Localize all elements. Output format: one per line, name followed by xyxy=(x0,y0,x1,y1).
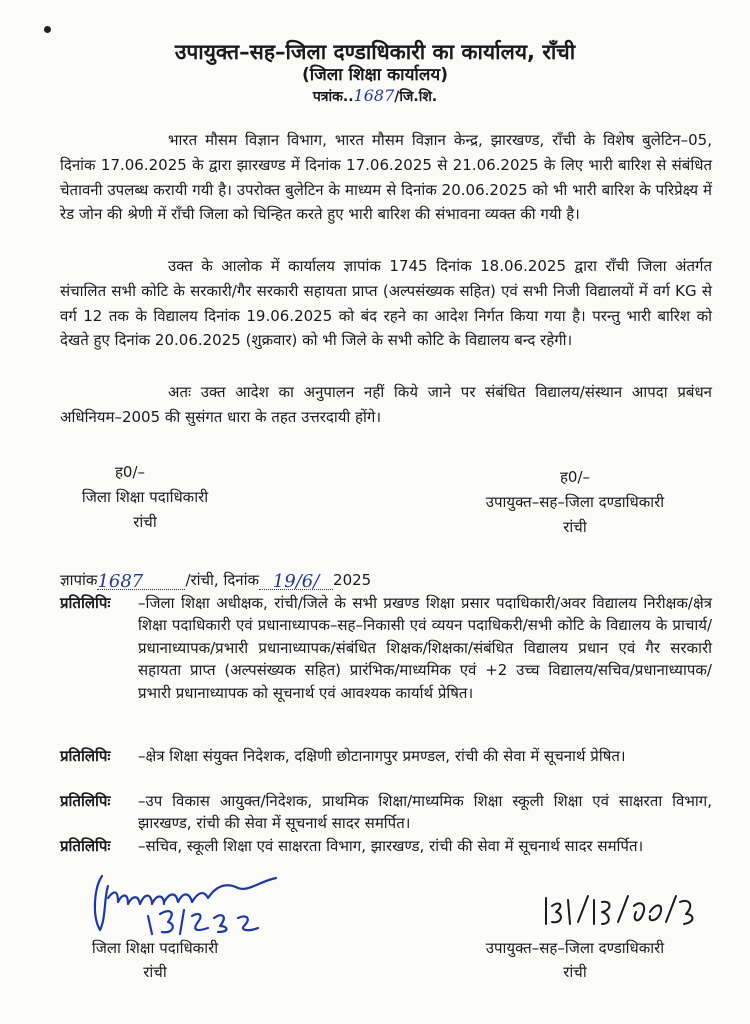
signatory-place: रांची xyxy=(133,513,157,531)
top-left-signature-block xyxy=(60,460,230,535)
ink-dot xyxy=(44,26,51,33)
memo-year: 2025 xyxy=(333,571,372,589)
signatory-place: रांची xyxy=(143,963,167,981)
copy-label: प्रतिलिपिः xyxy=(60,747,111,765)
top-right-signature-block xyxy=(440,465,710,540)
bottom-right-signatory xyxy=(440,936,710,984)
copy-label: प्रतिलिपिः xyxy=(60,792,111,810)
copy-label: प्रतिलिपिः xyxy=(60,594,111,612)
signatory-place: रांची xyxy=(563,963,587,981)
signatory-place: रांची xyxy=(563,518,587,536)
letter-number: पत्रांक..1687/जि.शि. xyxy=(312,86,438,105)
copy-text: –जिला शिक्षा अधीक्षक, रांची/जिले के सभी प्रखण्ड शिक्षा प्रसार पदाधिकारी/अवर विद्यालय निरीक्षक/क्षेत्र शिक्षा पदाधिकारी एवं प्रधानाध्यापक–सह–निकासी एवं व्ययन पदाधिकरी/सभी कोटि के विद्यालय के प्राचार्य/प्रधानाध्यापक/प्रभारी प्रधानाध्यापक/संबंधित शिक्षक/शिक्षका/संबंधित विद्यालय प्रधान एवं गैर सरकारी सहायता प्राप्त (अल्पसंख्यक सहित) प्रारंभिक/माध्यमिक एवं +2 उच्च विद्यालय/सचिव/प्रधानाध्यापक/प्रभारी प्रधानाध्यापक को सूचनार्थ एवं आवश्यक कार्यार्थ प्रेषित। xyxy=(138,594,712,702)
handwritten-signature-left xyxy=(88,868,288,938)
bottom-left-signatory xyxy=(60,936,250,984)
copy-entry-2 xyxy=(60,745,712,767)
letter-number-prefix: पत्रांक xyxy=(312,89,343,105)
signatory-title: जिला शिक्षा पदाधिकारी xyxy=(91,939,219,957)
memo-prefix: ज्ञापांक xyxy=(60,571,98,589)
memo-date-handwritten: 19/6/ xyxy=(272,571,320,592)
paragraph-1: भारत मौसम विज्ञान विभाग, भारत मौसम विज्ञान केन्द्र, झारखण्ड, राँची के विशेष बुलेटिन–05, दिनांक 17.06.2025 के द्वारा झारखण्ड में दिनांक 17.06.2025 से 21.06.2025 के लिए भारी बारिश से संबंधित चेतावनी उपलब्ध करायी गयी है। उपरोक्त बुलेटिन के माध्यम से दिनांक 20.06.2025 को भी भारी बारिश के परिप्रेक्ष्य में रेड जोन की श्रेणी में राँची जिला को चिन्हित करते हुए भारी बारिश की संभावना व्यक्त की गयी है। xyxy=(60,131,712,224)
copy-text: –सचिव, स्कूली शिक्षा एवं साक्षरता विभाग, झारखण्ड, रांची की सेवा में सूचनार्थ सादर समर्पित। xyxy=(138,837,644,856)
sub-office-title: (जिला शिक्षा कार्यालय) xyxy=(302,65,448,85)
copy-entry-1 xyxy=(60,592,712,704)
memo-line xyxy=(60,570,371,590)
copy-text: –उप विकास आयुक्त/निदेशक, प्राथमिक शिक्षा/माध्यमिक शिक्षा स्कूली शिक्षा एवं साक्षरता विभाग, झारखण्ड, रांची की सेवा में सूचनार्थ सादर समर्पित। xyxy=(138,792,712,833)
signatory-title: उपायुक्त–सह–जिला दण्डाधिकारी xyxy=(485,493,665,511)
letter-number-handwritten: 1687 xyxy=(353,86,395,105)
copy-label: प्रतिलिपिः xyxy=(60,837,111,855)
handwritten-signature-right xyxy=(540,892,700,930)
memo-number-handwritten: 1687 xyxy=(97,571,144,592)
copy-entry-3 xyxy=(60,790,712,835)
paragraph-3: अतः उक्त आदेश का अनुपालन नहीं किये जाने पर संबंधित विद्यालय/संस्थान आपदा प्रबंधन अधिनियम–2005 की सुसंगत धारा के तहत उत्तरदायी होंगे। xyxy=(60,383,712,426)
paragraph-2: उक्त के आलोक में कार्यालय ज्ञापांक 1745 दिनांक 18.06.2025 द्वारा राँची जिला अंतर्गत संचालित सभी कोटि के सरकारी/गैर सरकारी सहायता प्राप्त (अल्पसंख्यक सहित) एवं सभी निजी विद्यालयों में वर्ग KG से वर्ग 12 तक के विद्यालय दिनांक 19.06.2025 को बंद रहने का आदेश निर्गत किया गया है। परन्तु भारी बारिश को देखते हुए दिनांक 20.06.2025 (शुक्रवार) को भी जिले के सभी कोटि के विद्यालय बन्द रहेगी। xyxy=(60,257,712,350)
copy-entry-4 xyxy=(60,835,712,857)
memo-number-blank xyxy=(97,571,185,590)
memo-date-blank xyxy=(259,571,333,590)
sd-mark: ह0/– xyxy=(559,468,591,486)
sd-mark: ह0/– xyxy=(114,463,146,481)
signatory-title: उपायुक्त–सह–जिला दण्डाधिकारी xyxy=(485,939,665,957)
signatory-title: जिला शिक्षा पदाधिकारी xyxy=(81,488,209,506)
office-title: उपायुक्त–सह–जिला दण्डाधिकारी का कार्यालय, राँची xyxy=(174,40,576,64)
letter-number-suffix: /जि.शि. xyxy=(394,89,438,105)
copy-text: –क्षेत्र शिक्षा संयुक्त निदेशक, दक्षिणी छोटानागपुर प्रमण्डल, रांची की सेवा में सूचनार्थ प्रेषित। xyxy=(138,747,626,766)
memo-place: /रांची, दिनांक xyxy=(185,571,260,589)
